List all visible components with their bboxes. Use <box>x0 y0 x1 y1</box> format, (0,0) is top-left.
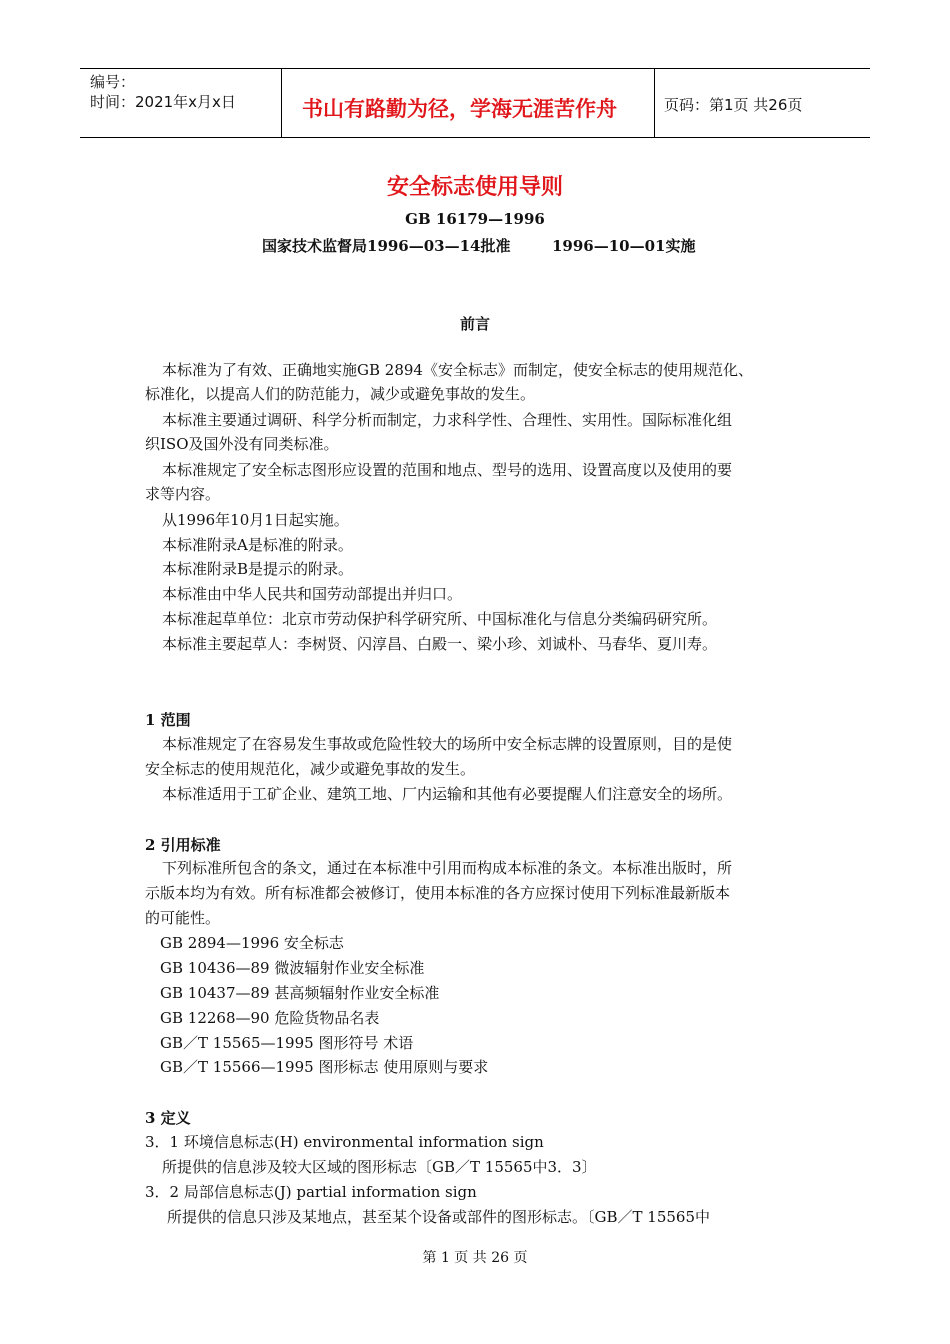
reference-item: GB／T 15566—1995 图形标志 使用原则与要求 <box>160 1058 489 1076</box>
section-heading: 2 引用标准 <box>145 836 221 854</box>
foreword-line: 本标准附录A是标准的附录。 <box>162 536 353 554</box>
foreword-line: 本标准规定了安全标志图形应设置的范围和地点、型号的选用、设置高度以及使用的要 <box>162 461 733 479</box>
header-number-label: 编号： <box>90 73 136 91</box>
reference-item: GB 12268—90 危险货物品名表 <box>160 1009 380 1027</box>
foreword-line: 本标准附录B是提示的附录。 <box>162 560 354 578</box>
header-time-label: 时间：2021年x月x日 <box>90 93 236 111</box>
foreword-line: 求等内容。 <box>145 485 221 503</box>
definition-text: 所提供的信息涉及较大区域的图形标志〔GB／T 15565中3．3〕 <box>162 1158 597 1176</box>
header-page-code: 页码：第1页 共26页 <box>664 96 803 114</box>
foreword-heading: 前言 <box>459 315 490 333</box>
section-line: 下列标准所包含的条文，通过在本标准中引用而构成本标准的条文。本标准出版时，所 <box>162 859 733 877</box>
approval-date: 国家技术监督局1996—03—14批准 <box>262 237 511 255</box>
effective-date: 1996—10—01实施 <box>552 237 696 255</box>
foreword-line: 本标准起草单位：北京市劳动保护科学研究所、中国标准化与信息分类编码研究所。 <box>162 610 718 628</box>
reference-item: GB 2894—1996 安全标志 <box>160 934 344 952</box>
reference-item: GB 10437—89 甚高频辐射作业安全标准 <box>160 984 440 1002</box>
standard-number: GB 16179—1996 <box>405 210 545 228</box>
reference-item: GB／T 15565—1995 图形符号 术语 <box>160 1034 414 1052</box>
section-line: 本标准规定了在容易发生事故或危险性较大的场所中安全标志牌的设置原则，目的是使 <box>162 735 733 753</box>
foreword-line: 织ISO及国外没有同类标准。 <box>145 435 339 453</box>
section-heading: 1 范围 <box>145 711 191 729</box>
header-divider <box>281 69 282 137</box>
page-footer: 第 1 页 共 26 页 <box>422 1250 528 1266</box>
foreword-line: 本标准主要通过调研、科学分析而制定，力求科学性、合理性、实用性。国际标准化组 <box>162 411 733 429</box>
header-table <box>80 68 870 138</box>
reference-item: GB 10436—89 微波辐射作业安全标准 <box>160 959 425 977</box>
section-line: 本标准适用于工矿企业、建筑工地、厂内运输和其他有必要提醒人们注意安全的场所。 <box>162 785 733 803</box>
section-heading: 3 定义 <box>145 1109 191 1127</box>
foreword-line: 本标准主要起草人：李树贤、闪淳昌、白殿一、梁小珍、刘诚朴、马春华、夏川寿。 <box>162 635 718 653</box>
foreword-line: 本标准为了有效、正确地实施GB 2894《安全标志》而制定，使安全标志的使用规范化、 <box>162 361 753 379</box>
foreword-line: 从1996年10月1日起实施。 <box>162 511 349 529</box>
definition-text: 所提供的信息只涉及某地点，甚至某个设备或部件的图形标志。〔GB／T 15565中 <box>167 1208 710 1226</box>
foreword-line: 标准化，以提高人们的防范能力，减少或避免事故的发生。 <box>145 385 536 403</box>
definition-term: 3．2 局部信息标志(J) partial information sign <box>145 1183 477 1201</box>
definition-term: 3．1 环境信息标志(H) environmental information sign <box>145 1133 544 1151</box>
section-line: 的可能性。 <box>145 909 221 927</box>
document-title: 安全标志使用导则 <box>386 175 563 200</box>
section-line: 安全标志的使用规范化，减少或避免事故的发生。 <box>145 760 476 778</box>
foreword-line: 本标准由中华人民共和国劳动部提出并归口。 <box>162 585 463 603</box>
section-line: 示版本均为有效。所有标准都会被修订，使用本标准的各方应探讨使用下列标准最新版本 <box>145 884 731 902</box>
header-motto: 书山有路勤为径，学海无涯苦作舟 <box>302 97 617 121</box>
header-divider <box>654 69 655 137</box>
